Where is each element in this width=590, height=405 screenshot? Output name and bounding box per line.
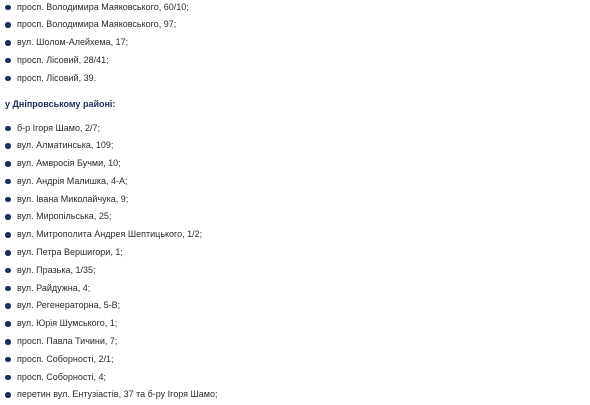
bullet-icon [5,58,11,64]
address-text: вул. Шолом-Алейхема, 17; [17,37,129,48]
address-text: вул. Андрія Малишка, 4-А; [17,175,128,186]
list-item [0,226,590,244]
address-list-previous-district [0,0,590,87]
list-item [0,16,590,34]
bullet-icon [5,161,11,167]
address-text: вул. Юрія Шумського, 1; [17,318,118,329]
address-text: просп. Павла Тичини, 7; [17,336,118,347]
bullet-icon [5,268,11,274]
address-text: вул. Миропільська, 25; [17,211,112,222]
bullet-icon [5,126,11,132]
address-text: вул. Регенераторна, 5-В; [17,300,121,311]
bullet-icon [5,232,11,238]
bullet-icon [5,250,11,256]
address-text: просп. Соборності, 2/1; [17,353,114,364]
bullet-icon [5,214,11,220]
list-item [0,0,590,16]
bullet-icon [5,286,11,292]
address-text: просп. Лісовий, 28/41; [17,54,109,65]
list-item [0,386,590,404]
list-item [0,120,590,138]
list-item [0,315,590,333]
bullet-icon [5,179,11,185]
list-item [0,333,590,351]
address-text: вул. Празька, 1/35; [17,264,96,275]
list-item [0,351,590,369]
list-item [0,70,590,88]
bullet-icon [5,5,11,11]
list-item [0,191,590,209]
bullet-icon [5,40,11,46]
bullet-icon [5,392,11,398]
address-text: б-р Ігоря Шамо, 2/7; [17,122,100,133]
bullet-icon [5,339,11,345]
list-item [0,369,590,387]
address-text: просп. Соборності, 4; [17,371,107,382]
bullet-icon [5,303,11,309]
list-item [0,208,590,226]
address-text: вул. Райдужна, 4; [17,282,91,293]
list-item [0,137,590,155]
list-item [0,280,590,298]
address-text: вул. Алматинська, 109; [17,140,114,151]
bullet-icon [5,197,11,203]
bullet-icon [5,22,11,28]
list-item [0,34,590,52]
address-list-dniprovskyi-district [0,120,590,405]
bullet-icon [5,143,11,149]
address-text: просп. Володимира Маяковського, 60/10; [17,1,189,12]
bullet-icon [5,321,11,327]
address-text: вул. Івана Миколайчука, 9; [17,193,129,204]
list-item [0,52,590,70]
list-item [0,297,590,315]
address-text: вул. Петра Вершигори, 1; [17,247,123,258]
list-item [0,173,590,191]
bullet-icon [5,76,11,82]
bullet-icon [5,357,11,363]
list-item [0,262,590,280]
list-item [0,155,590,173]
address-text: перетин вул. Ентузіастів, 37 та б-ру Ігоря Шамо; [17,389,218,400]
address-text: просп. Лісовий, 39. [17,72,97,83]
address-text: вул. Амвросія Бучми, 10; [17,158,121,169]
bullet-icon [5,375,11,381]
address-text: вул. Митрополита Андрея Шептицького, 1/2; [17,229,203,240]
address-text: просп. Володимира Маяковського, 97; [17,19,177,30]
district-heading: у Дніпровському районі: [5,99,116,109]
list-item [0,244,590,262]
